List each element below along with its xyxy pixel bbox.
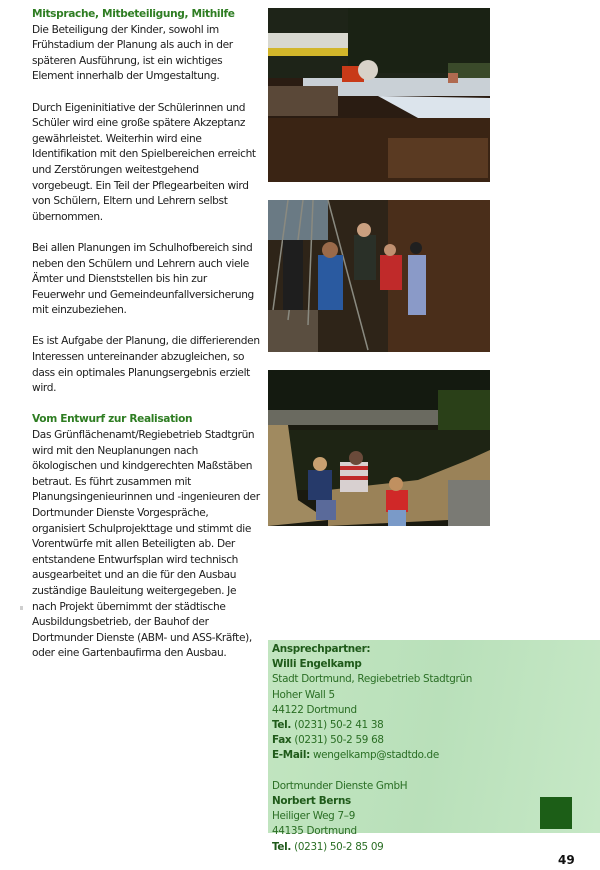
photo-stone-wall-image	[268, 370, 490, 526]
contact2-city: 44135 Dortmund	[272, 825, 357, 838]
page-number: 49	[558, 853, 575, 867]
email-link[interactable]: wengelkamp@stadtdo.de	[312, 749, 439, 762]
fax-value: (0231) 50-2 59 68	[294, 734, 384, 747]
green-square-marker	[540, 797, 572, 829]
contact1-tel	[272, 718, 600, 733]
contact2-tel	[272, 840, 600, 855]
paragraph: Durch Eigeninitiative der Schülerinnen und Schüler wird eine große spätere Akzeptanz gewährleistet. Weiterhin wird eine Identifikation mit den Spielbereichen erreicht und Zerstörungen weitestgehend vorgebeugt. Ein Teil der Pflegearbeiten wird von Schülern, Eltern und Lehrern selbst übernommen.	[32, 101, 256, 223]
contact1-name: Willi Engelkamp	[272, 658, 362, 671]
section-heading-realisation: Vom Entwurf zur Realisation	[32, 413, 193, 426]
paragraph: Die Beteiligung der Kinder, sowohl im Frühstadium der Planung als auch in der späteren Ausführung, ist ein wichtiges Element innerhalb der Umgestaltung.	[32, 23, 233, 83]
contact2-org: Dortmunder Dienste GmbH	[272, 779, 408, 792]
photo-construction-image	[268, 8, 490, 182]
tel-value: (0231) 50-2 85 09	[294, 840, 384, 853]
contact1-email	[272, 748, 600, 763]
spacer	[272, 764, 600, 779]
article-text-column	[32, 7, 260, 678]
paragraph: Es ist Aufgabe der Planung, die differierenden Interessen untereinander abzugleichen, so dass ein optimales Planungsergebnis erzielt wird.	[32, 335, 260, 395]
contact1-city: 44122 Dortmund	[272, 703, 357, 716]
contact2-name: Norbert Berns	[272, 795, 351, 808]
email-label: E-Mail:	[272, 749, 310, 762]
contact1-org: Stadt Dortmund, Regiebetrieb Stadtgrün	[272, 673, 473, 686]
contact-box	[268, 640, 600, 853]
tel-label: Tel.	[272, 840, 292, 853]
photo-construction-site	[268, 8, 490, 182]
photo-willow-image	[268, 200, 490, 352]
photo-willow-tunnel	[268, 200, 490, 352]
fax-label: Fax	[272, 734, 292, 747]
scan-speck	[20, 606, 23, 610]
section-heading-participation: Mitsprache, Mitbeteiligung, Mithilfe	[32, 8, 235, 20]
contact1-street: Hoher Wall 5	[272, 688, 335, 701]
contact-title: Ansprechpartner:	[272, 643, 371, 655]
photo-stone-wall-children	[268, 370, 490, 526]
paragraph: Das Grünflächenamt/Regiebetrieb Stadtgrün wird mit den Neuplanungen nach ökologischen und kindgerechten Maßstäben betraut. Es führt zusammen mit Planungsingenieurinnen und -ingenieuren der Dortmunder Dienste Vorgespräche, organisiert Schulprojekttage und stimmt die Vorentwürfe mit allen Beteiligten ab. Der entstandene Entwurfsplan wird technisch ausgearbeitet und an die für den Ausbau zuständige Bauleitung weitergegeben. Je nach Projekt übernimmt der städtische Ausbildungsbetrieb, der Bauhof der Dortmunder Dienste (ABM- und ASS-Kräfte), oder eine Gartenbaufirma den Ausbau.	[32, 429, 260, 660]
contact1-fax	[272, 733, 600, 748]
tel-value: (0231) 50-2 41 38	[294, 719, 384, 732]
tel-label: Tel.	[272, 719, 292, 732]
contact2-street: Heiliger Weg 7–9	[272, 810, 356, 823]
paragraph: Bei allen Planungen im Schulhofbereich sind neben den Schülern und Lehrern auch viele Ämter und Dienststellen bis hin zur Feuerwehr und Gemeindeunfallversicherung mit einzubeziehen.	[32, 241, 254, 317]
